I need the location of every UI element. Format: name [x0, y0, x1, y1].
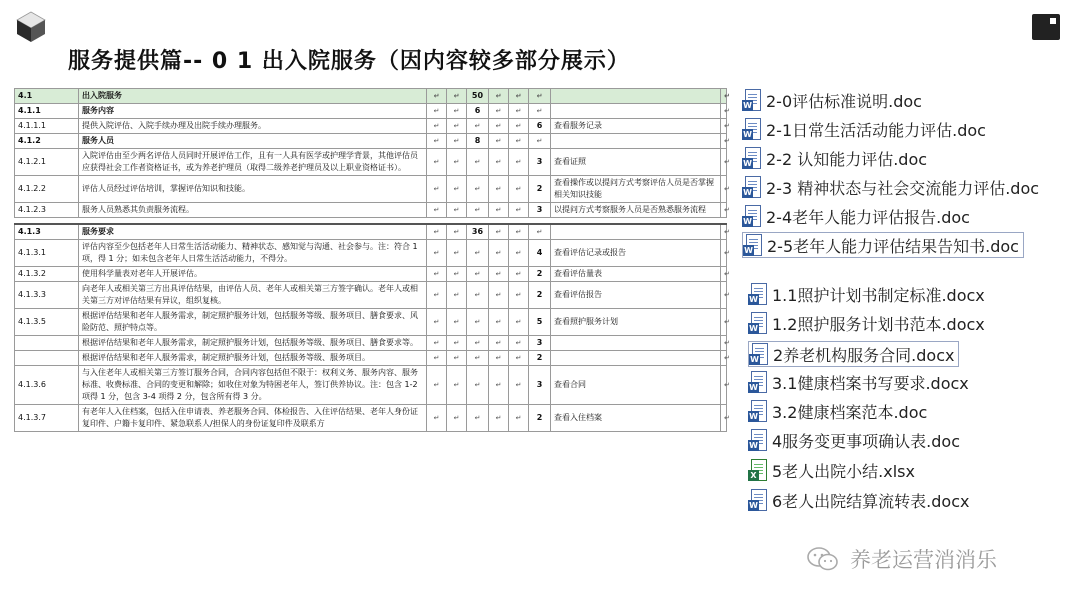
check-mark: ↵ [721, 336, 727, 351]
row-title: 有老年人入住档案，包括入住申请表、养老服务合同、体检报告、入住评估结果、老年人身份证复印件、户籍卡复印件、紧急联系人/担保人的身份证复印件及联系方 [79, 405, 427, 432]
file-item[interactable] [748, 488, 969, 512]
logo-cube-icon [14, 10, 48, 44]
file-name: 2-2 认知能力评估.doc [766, 149, 928, 169]
check-mark: ↵ [447, 336, 467, 351]
file-item[interactable] [742, 117, 986, 141]
word-document-icon: W [748, 489, 766, 511]
check-mark: ↵ [509, 224, 529, 240]
check-mark: ↵ [721, 176, 727, 203]
row-basis: 查看服务记录 [551, 119, 721, 134]
check-mark: ↵ [509, 89, 529, 104]
row-title: 服务人员熟悉其负责服务流程。 [79, 203, 427, 218]
row-score-b: 3 [529, 203, 551, 218]
check-mark: ↵ [509, 309, 529, 336]
word-document-icon: W [748, 283, 766, 305]
check-mark: ↵ [509, 119, 529, 134]
row-basis: 查看证照 [551, 149, 721, 176]
file-item[interactable] [742, 204, 970, 228]
check-mark: ↵ [509, 240, 529, 267]
row-title: 根据评估结果和老年人服务需求，制定照护服务计划，包括服务等级、服务项目、膳食要求等。 [79, 336, 427, 351]
row-title: 根据评估结果和老年人服务需求，制定照护服务计划，包括服务等级、服务项目、膳食要求、风险防范、照护特点等。 [79, 309, 427, 336]
row-code [15, 336, 79, 351]
row-score-a: ↵ [467, 351, 489, 366]
row-score-b: ↵ [529, 89, 551, 104]
check-mark: ↵ [509, 104, 529, 119]
row-score-b: 2 [529, 176, 551, 203]
check-mark: ↵ [427, 309, 447, 336]
row-score-a: ↵ [467, 240, 489, 267]
word-document-icon: W [748, 429, 766, 451]
check-mark: ↵ [447, 134, 467, 149]
check-mark: ↵ [489, 366, 509, 405]
wechat-icon [806, 546, 840, 572]
check-mark: ↵ [447, 309, 467, 336]
row-score-a: ↵ [467, 176, 489, 203]
row-basis [551, 89, 721, 104]
table-row [15, 89, 727, 104]
check-mark: ↵ [721, 224, 727, 240]
check-mark: ↵ [447, 282, 467, 309]
row-basis [551, 104, 721, 119]
check-mark: ↵ [489, 149, 509, 176]
row-basis: 查看照护服务计划 [551, 309, 721, 336]
row-basis: 查看合同 [551, 366, 721, 405]
row-score-a: 50 [467, 89, 489, 104]
row-title: 使用科学量表对老年人开展评估。 [79, 267, 427, 282]
file-name: 5老人出院小结.xlsx [772, 461, 915, 481]
file-name: 2-3 精神状态与社会交流能力评估.doc [766, 178, 1040, 198]
row-score-a: ↵ [467, 282, 489, 309]
check-mark: ↵ [447, 149, 467, 176]
row-basis: 查看操作或以提问方式考察评估人员是否掌握相关知识技能 [551, 176, 721, 203]
check-mark: ↵ [427, 89, 447, 104]
file-name: 1.2照护服务计划书范本.docx [772, 314, 985, 334]
check-mark: ↵ [721, 203, 727, 218]
row-score-b: 3 [529, 366, 551, 405]
check-mark: ↵ [509, 203, 529, 218]
check-mark: ↵ [447, 119, 467, 134]
row-code: 4.1.3 [15, 224, 79, 240]
row-score-b: ↵ [529, 134, 551, 149]
check-mark: ↵ [447, 176, 467, 203]
row-score-b: 2 [529, 282, 551, 309]
row-title: 出入院服务 [79, 89, 427, 104]
check-mark: ↵ [427, 224, 447, 240]
check-mark: ↵ [489, 119, 509, 134]
row-score-b: 5 [529, 309, 551, 336]
row-basis: 查看评估量表 [551, 267, 721, 282]
file-name: 2-0评估标准说明.doc [766, 91, 922, 111]
check-mark: ↵ [447, 104, 467, 119]
word-document-icon: W [748, 371, 766, 393]
row-basis: 查看评估报告 [551, 282, 721, 309]
word-document-icon: W [742, 147, 760, 169]
row-score-a: 6 [467, 104, 489, 119]
row-title: 评估人员经过评估培训，掌握评估知识和技能。 [79, 176, 427, 203]
check-mark: ↵ [489, 282, 509, 309]
check-mark: ↵ [509, 134, 529, 149]
row-score-a: 8 [467, 134, 489, 149]
check-mark: ↵ [427, 405, 447, 432]
check-mark: ↵ [489, 134, 509, 149]
row-title: 提供入院评估、入院手续办理及出院手续办理服务。 [79, 119, 427, 134]
file-name: 6老人出院结算流转表.docx [772, 491, 970, 511]
file-item[interactable] [748, 458, 915, 482]
row-code: 4.1.2.3 [15, 203, 79, 218]
check-mark: ↵ [721, 282, 727, 309]
word-document-icon: W [748, 312, 766, 334]
check-mark: ↵ [427, 336, 447, 351]
table-row [15, 336, 727, 351]
table-row [15, 176, 727, 203]
check-mark: ↵ [509, 267, 529, 282]
row-basis [551, 351, 721, 366]
table-row [15, 224, 727, 240]
file-item[interactable] [748, 370, 969, 394]
check-mark: ↵ [427, 267, 447, 282]
standards-table [14, 88, 730, 432]
corner-logo-icon [1032, 14, 1060, 40]
row-score-b: ↵ [529, 224, 551, 240]
check-mark: ↵ [721, 104, 727, 119]
check-mark: ↵ [447, 267, 467, 282]
row-code: 4.1.3.5 [15, 309, 79, 336]
file-name: 3.1健康档案书写要求.docx [772, 373, 969, 393]
check-mark: ↵ [721, 119, 727, 134]
row-code: 4.1.3.3 [15, 282, 79, 309]
check-mark: ↵ [427, 240, 447, 267]
table-row [15, 240, 727, 267]
row-title: 根据评估结果和老年人服务需求，制定照护服务计划，包括服务等级、服务项目。 [79, 351, 427, 366]
word-document-icon: W [743, 234, 761, 256]
table-row [15, 203, 727, 218]
row-basis: 以提问方式考察服务人员是否熟悉服务流程 [551, 203, 721, 218]
file-item[interactable] [748, 428, 960, 452]
table-row [15, 134, 727, 149]
word-document-icon: W [742, 205, 760, 227]
word-document-icon: W [748, 400, 766, 422]
check-mark: ↵ [427, 119, 447, 134]
check-mark: ↵ [427, 149, 447, 176]
check-mark: ↵ [427, 203, 447, 218]
row-score-b: 2 [529, 267, 551, 282]
check-mark: ↵ [721, 240, 727, 267]
watermark-text: 养老运营消消乐 [850, 548, 997, 572]
row-title: 服务人员 [79, 134, 427, 149]
excel-spreadsheet-icon: X [748, 459, 766, 481]
row-code: 4.1.2.2 [15, 176, 79, 203]
check-mark: ↵ [509, 351, 529, 366]
check-mark: ↵ [489, 203, 509, 218]
table-row [15, 267, 727, 282]
row-score-a: ↵ [467, 405, 489, 432]
check-mark: ↵ [509, 176, 529, 203]
table-row [15, 282, 727, 309]
row-score-b: 4 [529, 240, 551, 267]
row-code [15, 351, 79, 366]
row-code: 4.1 [15, 89, 79, 104]
check-mark: ↵ [489, 336, 509, 351]
row-code: 4.1.3.1 [15, 240, 79, 267]
file-name: 2养老机构服务合同.docx [773, 345, 955, 365]
file-name: 4服务变更事项确认表.doc [772, 431, 961, 451]
check-mark: ↵ [721, 149, 727, 176]
check-mark: ↵ [489, 309, 509, 336]
row-title: 服务要求 [79, 224, 427, 240]
check-mark: ↵ [427, 282, 447, 309]
file-item[interactable] [742, 88, 922, 112]
check-mark: ↵ [721, 134, 727, 149]
row-score-a: ↵ [467, 366, 489, 405]
check-mark: ↵ [509, 366, 529, 405]
table-row [15, 405, 727, 432]
row-basis [551, 336, 721, 351]
row-code: 4.1.1.1 [15, 119, 79, 134]
check-mark: ↵ [489, 104, 509, 119]
word-document-icon: W [749, 343, 767, 365]
check-mark: ↵ [447, 366, 467, 405]
file-item[interactable] [742, 175, 1039, 199]
row-basis [551, 224, 721, 240]
check-mark: ↵ [447, 224, 467, 240]
check-mark: ↵ [489, 405, 509, 432]
file-item[interactable] [748, 341, 959, 367]
check-mark: ↵ [447, 351, 467, 366]
check-mark: ↵ [721, 309, 727, 336]
check-mark: ↵ [721, 267, 727, 282]
check-mark: ↵ [509, 149, 529, 176]
check-mark: ↵ [509, 405, 529, 432]
table-row [15, 119, 727, 134]
row-score-a: ↵ [467, 203, 489, 218]
file-name: 3.2健康档案范本.doc [772, 402, 928, 422]
check-mark: ↵ [509, 336, 529, 351]
check-mark: ↵ [489, 267, 509, 282]
check-mark: ↵ [721, 89, 727, 104]
file-name: 2-1日常生活活动能力评估.doc [766, 120, 986, 140]
row-code: 4.1.3.7 [15, 405, 79, 432]
file-name: 2-4老年人能力评估报告.doc [766, 207, 970, 227]
row-score-b: 3 [529, 149, 551, 176]
row-score-b: 2 [529, 405, 551, 432]
check-mark: ↵ [489, 224, 509, 240]
file-item[interactable] [742, 232, 1024, 258]
check-mark: ↵ [489, 351, 509, 366]
word-document-icon: W [742, 89, 760, 111]
file-item[interactable] [748, 282, 985, 306]
check-mark: ↵ [447, 203, 467, 218]
check-mark: ↵ [489, 176, 509, 203]
check-mark: ↵ [427, 366, 447, 405]
table-row [15, 366, 727, 405]
check-mark: ↵ [489, 240, 509, 267]
row-code: 4.1.2 [15, 134, 79, 149]
row-basis: 查看入住档案 [551, 405, 721, 432]
check-mark: ↵ [447, 240, 467, 267]
row-code: 4.1.1 [15, 104, 79, 119]
row-code: 4.1.2.1 [15, 149, 79, 176]
row-score-b: ↵ [529, 104, 551, 119]
check-mark: ↵ [427, 104, 447, 119]
check-mark: ↵ [509, 282, 529, 309]
row-score-a: ↵ [467, 309, 489, 336]
row-score-b: 2 [529, 351, 551, 366]
check-mark: ↵ [721, 405, 727, 432]
row-score-a: ↵ [467, 336, 489, 351]
row-basis: 查看评估记录或报告 [551, 240, 721, 267]
page-title: 服务提供篇-- 0 1 出入院服务（因内容较多部分展示） [68, 49, 630, 74]
file-name: 2-5老年人能力评估结果告知书.doc [767, 236, 1019, 256]
row-code: 4.1.3.2 [15, 267, 79, 282]
word-document-icon: W [742, 176, 760, 198]
row-score-a: ↵ [467, 267, 489, 282]
check-mark: ↵ [427, 176, 447, 203]
file-item[interactable] [748, 399, 927, 423]
table-row [15, 309, 727, 336]
file-item[interactable] [748, 311, 985, 335]
check-mark: ↵ [447, 405, 467, 432]
row-score-a: 36 [467, 224, 489, 240]
word-document-icon: W [742, 118, 760, 140]
check-mark: ↵ [489, 89, 509, 104]
row-score-b: 3 [529, 336, 551, 351]
row-code: 4.1.3.6 [15, 366, 79, 405]
row-title: 入院评估由至少两名评估人员同时开展评估工作，且有一人具有医学或护理学背景，其他评估员应获得社会工作者资格证书，或为养老护理员（取得二级养老护理员及以上职业资格证书）。 [79, 149, 427, 176]
row-title: 与入住老年人或相关第三方签订服务合同，合同内容包括但不限于：权利义务、服务内容、服务标准、收费标准、合同的变更和解除；如收住对象为特困老年人，签订供养协议。注：包含 1-2 项得 1 分，包含 3-4 项得 2 分，包含所有得 3 分。 [79, 366, 427, 405]
row-score-a: ↵ [467, 149, 489, 176]
row-basis [551, 134, 721, 149]
check-mark: ↵ [721, 351, 727, 366]
watermark [806, 544, 997, 574]
table-row [15, 104, 727, 119]
file-name: 1.1照护计划书制定标准.docx [772, 285, 985, 305]
file-item[interactable] [742, 146, 927, 170]
row-title: 服务内容 [79, 104, 427, 119]
row-score-a: ↵ [467, 119, 489, 134]
row-score-b: 6 [529, 119, 551, 134]
row-title: 向老年人或相关第三方出具评估结果，由评估人员、老年人或相关第三方签字确认。老年人或相关第三方对评估结果有异议，组织复核。 [79, 282, 427, 309]
check-mark: ↵ [427, 134, 447, 149]
table-row [15, 351, 727, 366]
check-mark: ↵ [721, 366, 727, 405]
row-title: 评估内容至少包括老年人日常生活活动能力、精神状态、感知觉与沟通、社会参与。注：符合 1 项，得 1 分；如未包含老年人日常生活活动能力，不得分。 [79, 240, 427, 267]
table-row [15, 149, 727, 176]
check-mark: ↵ [427, 351, 447, 366]
check-mark: ↵ [447, 89, 467, 104]
